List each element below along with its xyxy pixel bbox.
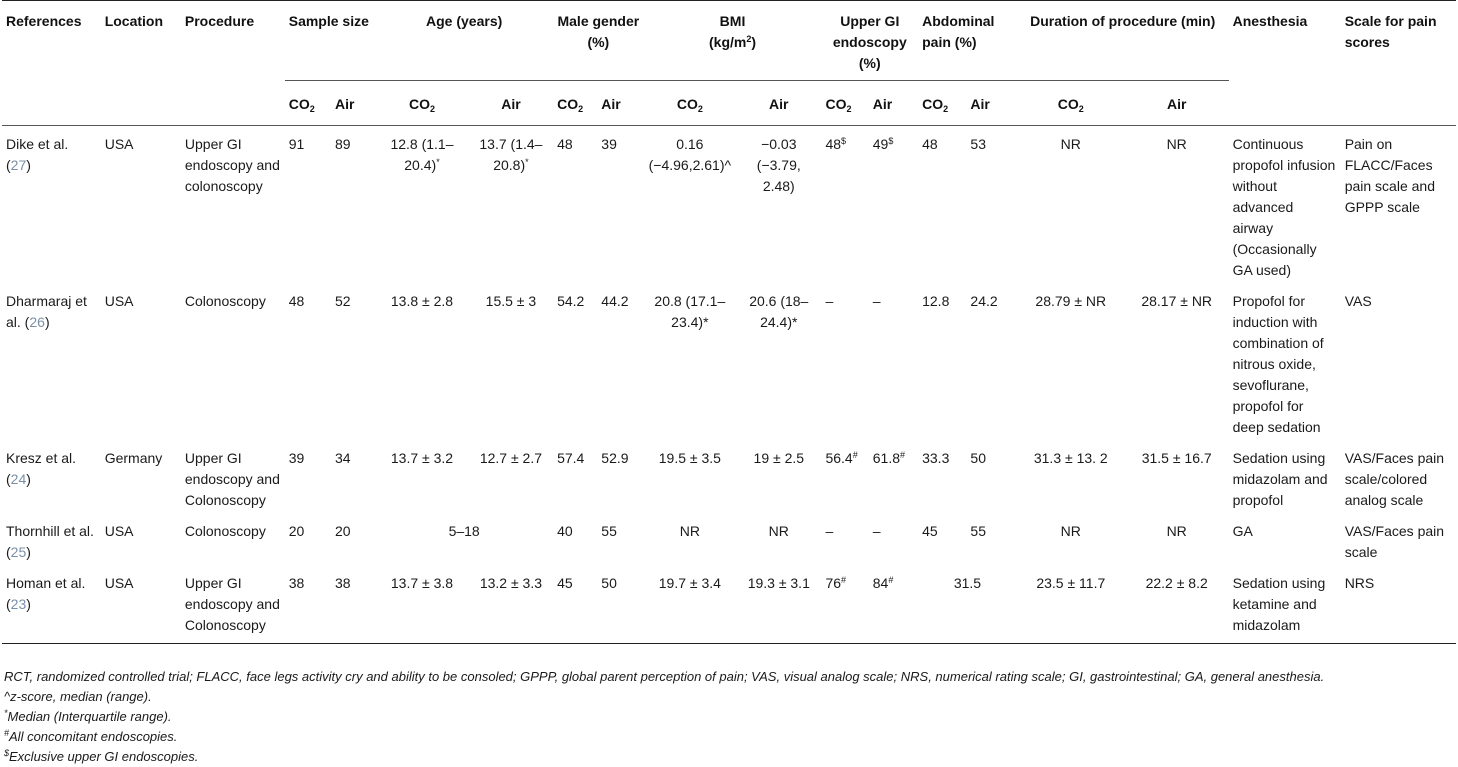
header-location: Location: [104, 13, 164, 29]
duration-air: 22.2 ± 8.2: [1145, 575, 1208, 591]
procedure-cell: Upper GI endoscopy and Colonoscopy: [184, 450, 280, 508]
abdominal-pain-air: 24.2: [970, 293, 998, 309]
header-bmi: [644, 1, 822, 81]
abdominal-pain-co2: 48: [922, 136, 938, 152]
header-age-co2: $CO_2$: [408, 95, 435, 114]
abdominal-pain-air: 55: [970, 523, 986, 539]
bmi-air: 19.3 ± 3.1: [747, 575, 810, 591]
anesthesia-cell: Sedation using ketamine and midazolam: [1232, 575, 1326, 633]
age-air: 15.5 ± 3: [485, 293, 537, 309]
procedure-cell: Colonoscopy: [184, 523, 266, 539]
duration-air: NR: [1166, 136, 1187, 152]
reference-cell: Kresz et al. (24): [6, 450, 77, 487]
duration-co2: NR: [1060, 136, 1081, 152]
header-upper-gi: Upper GI endoscopy (%): [821, 1, 918, 81]
age-co2: 13.7 ± 3.2: [390, 450, 454, 466]
location-cell: USA: [104, 575, 134, 591]
reference-link[interactable]: 27: [10, 157, 27, 173]
table-footnotes: [4, 667, 1324, 767]
location-cell: USA: [104, 523, 134, 539]
reference-link[interactable]: 25: [10, 544, 27, 560]
header-sample-size: Sample size: [285, 1, 375, 81]
header-references: References: [6, 13, 82, 29]
upper-gi-co2: 76#: [825, 575, 847, 591]
bmi-co2: 20.8 (17.1–23.4)*: [654, 293, 726, 330]
header-procedure: Procedure: [184, 13, 255, 29]
upper-gi-co2: –: [825, 523, 834, 539]
bmi-co2: 19.7 ± 3.4: [658, 575, 721, 591]
age-cell: 5–18: [448, 523, 480, 539]
footnote-caret: ^z-score, median (range).: [4, 689, 152, 704]
sample-size-air: 38: [335, 575, 351, 591]
duration-co2: 23.5 ± 11.7: [1036, 575, 1106, 591]
age-co2: 13.7 ± 3.8: [390, 575, 454, 591]
age-co2: 13.8 ± 2.8: [390, 293, 454, 309]
header-abdominal-pain: Abdominal pain (%): [918, 1, 1017, 81]
upper-gi-air: 84#: [872, 575, 894, 591]
male-co2: 40: [557, 523, 573, 539]
abdominal-pain-air: 53: [970, 136, 986, 152]
duration-co2: NR: [1060, 523, 1081, 539]
header-ss-co2: $CO_2$: [288, 95, 315, 114]
header-bmi-co2: $CO_2$: [676, 95, 703, 114]
sample-size-co2: 39: [288, 450, 305, 466]
age-co2: 12.8 (1.1–20.4)*: [390, 136, 454, 173]
upper-gi-air: 61.8#: [872, 450, 906, 466]
reference-cell: Homan et al. (23): [6, 575, 86, 612]
abdominal-pain-cell: 31.5: [953, 575, 982, 591]
reference-link[interactable]: 26: [29, 314, 45, 330]
footnote-abbreviations: RCT, randomized controlled trial; FLACC, face legs activity cry and ability to be consoled; GPPP, global parent perception of pain; VAS, visual analog scale; NRS, numerical rating scale; GI, gastrointestinal; GA, general anesthesia.: [4, 669, 1325, 684]
reference-cell: Dharmaraj et al. (26): [6, 293, 87, 330]
table-row: [2, 288, 1456, 445]
header-bmi-air: Air: [769, 95, 789, 112]
location-cell: USA: [104, 293, 134, 309]
pain-scale-cell: Pain on FLACC/Faces pain scale and GPPP scale: [1344, 136, 1435, 215]
header-male-gender: Male gender (%): [553, 1, 643, 81]
study-characteristics-table: [2, 0, 1456, 644]
anesthesia-cell: Continuous propofol infusion without advanced airway (Occasionally GA used): [1232, 136, 1336, 278]
bmi-air: −0.03 (−3.79, 2.48): [756, 136, 801, 194]
procedure-cell: Upper GI endoscopy and colonoscopy: [184, 136, 280, 194]
header-ab-co2: $CO_2$: [922, 95, 949, 114]
footnote-star: *Median (Interquartile range).: [4, 708, 172, 724]
bmi-co2: 19.5 ± 3.5: [658, 450, 721, 466]
bmi-air: 19 ± 2.5: [753, 450, 805, 466]
bmi-co2: 0.16 (−4.96,2.61)^: [648, 136, 732, 173]
sample-size-air: 34: [335, 450, 351, 466]
header-ugi-co2: $CO_2$: [825, 95, 852, 114]
male-air: 50: [601, 575, 617, 591]
male-co2: 48: [557, 136, 573, 152]
header-row-1: [2, 1, 1456, 81]
reference-link[interactable]: 24: [10, 471, 27, 487]
duration-co2: 28.79 ± NR: [1035, 293, 1107, 309]
duration-air: 31.5 ± 16.7: [1141, 450, 1212, 466]
male-air: 55: [601, 523, 617, 539]
location-cell: USA: [104, 136, 134, 152]
age-air: 13.7 (1.4–20.8)*: [479, 136, 543, 173]
reference-link[interactable]: 23: [10, 596, 27, 612]
table-row: [2, 445, 1456, 518]
upper-gi-co2: 48$: [825, 136, 847, 152]
age-air: 12.7 ± 2.7: [479, 450, 543, 466]
header-dur-air: Air: [1166, 95, 1187, 112]
duration-air: 28.17 ± NR: [1141, 293, 1213, 309]
male-co2: 45: [557, 575, 573, 591]
abdominal-pain-co2: 12.8: [922, 293, 950, 309]
footnote-hash: #All concomitant endoscopies.: [4, 728, 178, 744]
upper-gi-air: –: [872, 523, 881, 539]
footnote-dollar: $Exclusive upper GI endoscopies.: [4, 748, 199, 764]
header-ab-air: Air: [970, 95, 990, 112]
header-scale: Scale for pain scores: [1344, 13, 1437, 50]
bmi-co2: NR: [679, 523, 700, 539]
sample-size-co2: 38: [288, 575, 305, 591]
anesthesia-cell: Sedation using midazolam and propofol: [1232, 450, 1328, 508]
table-body: [2, 126, 1456, 644]
sample-size-co2: 20: [288, 523, 305, 539]
male-co2: 57.4: [557, 450, 585, 466]
header-age-air: Air: [501, 95, 521, 112]
header-dur-co2: $CO_2$: [1057, 95, 1084, 114]
duration-air: NR: [1166, 523, 1187, 539]
header-bmi-close: ): [751, 34, 757, 50]
header-male-co2: $CO_2$: [557, 95, 584, 114]
sample-size-co2: 48: [288, 293, 305, 309]
header-ss-air: Air: [335, 95, 355, 112]
pain-scale-cell: VAS/Faces pain scale: [1344, 523, 1445, 560]
header-bmi-unit: (kg/m: [709, 34, 747, 50]
header-bmi-label: BMI: [719, 13, 746, 29]
header-bmi-sup: 2: [746, 34, 752, 44]
table-row: [2, 570, 1456, 644]
age-air: 13.2 ± 3.3: [479, 575, 543, 591]
location-cell: Germany: [104, 450, 163, 466]
male-co2: 54.2: [557, 293, 585, 309]
sample-size-air: 20: [335, 523, 351, 539]
upper-gi-co2: –: [825, 293, 834, 309]
male-air: 44.2: [601, 293, 629, 309]
abdominal-pain-co2: 45: [922, 523, 938, 539]
sample-size-air: 52: [335, 293, 351, 309]
header-duration: Duration of procedure (min): [1017, 1, 1229, 81]
header-ugi-air: Air: [872, 95, 893, 112]
male-air: 52.9: [601, 450, 629, 466]
pain-scale-cell: VAS/Faces pain scale/colored analog scale: [1344, 450, 1445, 508]
sample-size-air: 89: [335, 136, 351, 152]
upper-gi-co2: 56.4#: [825, 450, 858, 466]
upper-gi-air: –: [872, 293, 881, 309]
duration-co2: 31.3 ± 13. 2: [1033, 450, 1108, 466]
abdominal-pain-co2: 33.3: [922, 450, 950, 466]
pain-scale-cell: VAS: [1344, 293, 1372, 309]
reference-cell: Dike et al. (27): [6, 136, 69, 173]
pain-scale-cell: NRS: [1344, 575, 1375, 591]
male-air: 39: [601, 136, 617, 152]
table-row: [2, 518, 1456, 570]
header-age: Age (years): [375, 1, 553, 81]
anesthesia-cell: Propofol for induction with combination of nitrous oxide, sevoflurane, propofol for deep sedation: [1232, 293, 1324, 435]
sample-size-co2: 91: [288, 136, 305, 152]
bmi-air: NR: [768, 523, 789, 539]
procedure-cell: Upper GI endoscopy and Colonoscopy: [184, 575, 280, 633]
header-anesthesia: Anesthesia: [1232, 13, 1308, 29]
upper-gi-air: 49$: [872, 136, 894, 152]
header-male-air: Air: [601, 95, 621, 112]
anesthesia-cell: GA: [1232, 523, 1253, 539]
bmi-air: 20.6 (18–24.4)*: [749, 293, 809, 330]
abdominal-pain-air: 50: [970, 450, 986, 466]
reference-cell: Thornhill et al. (25): [6, 523, 94, 560]
table-row: [2, 126, 1456, 289]
procedure-cell: Colonoscopy: [184, 293, 266, 309]
